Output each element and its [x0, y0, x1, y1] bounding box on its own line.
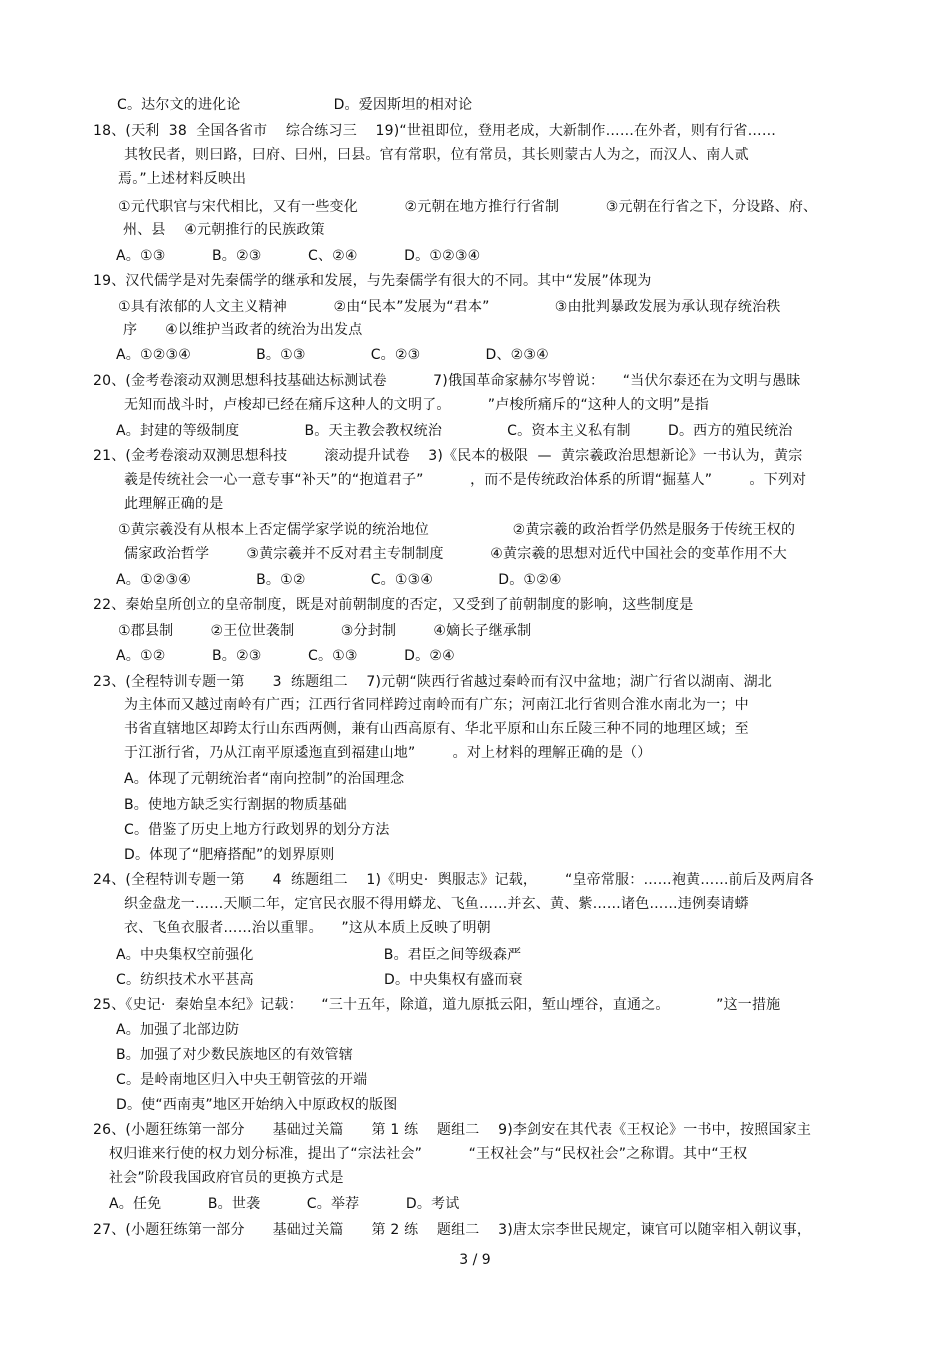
question-21-line-1: 21、(金考卷滚动双测思想科技 滚动提升试卷 3)《民本的极限 — 黄宗羲政治思想新论》一书认为，黄宗	[93, 448, 803, 464]
question-23-option-a: A。体现了元朝统治者“南向控制”的治国理念	[124, 771, 405, 787]
question-18-line-1: 18、(天利 38 全国各省市 综合练习三 19)“世祖即位，登用老成，大新制作……在外者，则有行省……	[93, 123, 777, 139]
question-18-line-2: 其牧民者，则曰路，曰府、曰州，曰县。官有常职，位有常员，其长则蒙古人为之，而汉人、南人贰	[124, 147, 749, 163]
question-21-items-2: 儒家政治哲学 ③黄宗羲并不反对君主专制制度 ④黄宗羲的思想对近代中国社会的变革作用不大	[124, 546, 788, 562]
question-23-line-4: 于江浙行省，乃从江南平原逶迤直到福建山地” 。对上材料的理解正确的是（）	[124, 745, 652, 761]
question-25-option-b: B。加强了对少数民族地区的有效管辖	[116, 1047, 354, 1063]
question-20-line-2: 无知而战斗时，卢梭却已经在痛斥这种人的文明了。 ”卢梭所痛斥的“这种人的文明”是指	[124, 397, 709, 413]
question-25-line-1: 25、《史记· 秦始皇本纪》记载： “三十五年，除道，道九原抵云阳，堑山堙谷，直通之。 ”这一措施	[93, 997, 781, 1013]
question-20-options: A。封建的等级制度 B。天主教会教权统治 C。资本主义私有制 D。西方的殖民统治	[116, 423, 793, 439]
question-23-line-2: 为主体而又越过南岭有广西；江西行省同样跨过南岭而有广东；河南江北行省则合淮水南北为一；中	[124, 697, 749, 713]
question-21-line-2: 羲是传统社会一心一意专事“补天”的“抱道君子” ，而不是传统政治体系的所谓“掘墓人” 。下列对	[124, 472, 807, 488]
question-24-line-2: 织金盘龙一……天顺二年，定官民衣服不得用蟒龙、飞鱼……并玄、黄、紫……诸色……违例奏请蟒	[124, 896, 749, 912]
question-23-option-d: D。体现了“肥瘠搭配”的划界原则	[124, 847, 335, 863]
option-line-17-cd: C。达尔文的进化论 D。爱因斯坦的相对论	[117, 97, 473, 113]
question-18-items-2: 州、县 ④元朝推行的民族政策	[123, 222, 325, 238]
question-18-line-3: 焉。”上述材料反映出	[118, 171, 247, 187]
question-26-line-1: 26、(小题狂练第一部分 基础过关篇 第 1 练 题组二 9)李剑安在其代表《王权论》一书中，按照国家主	[93, 1122, 812, 1138]
question-24-line-1: 24、(全程特训专题一第 4 练题组二 1)《明史· 舆服志》记载， “皇帝常服：……袍黄……前后及两肩各	[93, 872, 814, 888]
question-19-items-1: ①具有浓郁的人文主义精神 ②由“民本”发展为“君本” ③由批判暴政发展为承认现存统治秩	[118, 299, 781, 315]
question-27-line-1: 27、(小题狂练第一部分 基础过关篇 第 2 练 题组二 3)唐太宗李世民规定，谏官可以随宰相入朝议事，	[93, 1222, 812, 1238]
question-26-line-2: 权归谁来行使的权力划分标准，提出了“宗法社会” “王权社会”与“民权社会”之称谓。其中“王权	[109, 1146, 748, 1162]
question-21-items-1: ①黄宗羲没有从根本上否定儒学家学说的统治地位 ②黄宗羲的政治哲学仍然是服务于传统王权的	[118, 522, 796, 538]
question-19-line-1: 19、汉代儒学是对先秦儒学的继承和发展，与先秦儒学有很大的不同。其中“发展”体现为	[93, 273, 652, 289]
question-18-options: A。①③ B。②③ C、②④ D。①②③④	[116, 248, 481, 264]
question-19-items-2: 序 ④以维护当政者的统治为出发点	[123, 322, 363, 338]
question-21-line-3: 此理解正确的是	[124, 496, 224, 512]
question-25-option-a: A。加强了北部边防	[116, 1022, 240, 1038]
question-18-items-1: ①元代职官与宋代相比，又有一些变化 ②元朝在地方推行行省制 ③元朝在行省之下，分设路、府、	[118, 199, 818, 215]
page-number: 3 / 9	[459, 1252, 491, 1268]
question-25-option-c: C。是岭南地区归入中央王朝管弦的开端	[116, 1072, 368, 1088]
question-21-options: A。①②③④ B。①② C。①③④ D。①②④	[116, 572, 562, 588]
question-22-line-1: 22、秦始皇所创立的皇帝制度，既是对前朝制度的否定，又受到了前朝制度的影响，这些制度是	[93, 597, 694, 613]
question-19-options: A。①②③④ B。①③ C。②③ D、②③④	[116, 347, 549, 363]
question-25-option-d: D。使“西南夷”地区开始纳入中原政权的版图	[116, 1097, 398, 1113]
question-24-line-3: 衣、飞鱼衣服者……治以重罪。 ”这从本质上反映了明朝	[124, 920, 491, 936]
question-22-items: ①郡县制 ②王位世袭制 ③分封制 ④嫡长子继承制	[118, 623, 532, 639]
question-24-options-ab: A。中央集权空前强化 B。君臣之间等级森严	[116, 947, 522, 963]
question-24-options-cd: C。纺织技术水平甚高 D。中央集权有盛而衰	[116, 972, 523, 988]
question-20-line-1: 20、(金考卷滚动双测思想科技基础达标测试卷 7)俄国革命家赫尔岑曾说： “当伏尔泰还在为文明与愚昧	[93, 373, 801, 389]
question-23-option-b: B。使地方缺乏实行割据的物质基础	[124, 797, 347, 813]
question-26-line-3: 社会”阶段我国政府官员的更换方式是	[109, 1170, 344, 1186]
question-23-line-3: 书省直辖地区却跨太行山东西两侧，兼有山西高原有、华北平原和山东丘陵三种不同的地理区域；至	[124, 721, 749, 737]
question-23-option-c: C。借鉴了历史上地方行政划界的划分方法	[124, 822, 390, 838]
question-22-options: A。①② B。②③ C。①③ D。②④	[116, 648, 455, 664]
question-23-line-1: 23、(全程特训专题一第 3 练题组二 7)元朝“陕西行省越过秦岭而有汉中盆地；湖广行省以湖南、湖北	[93, 674, 773, 690]
question-26-options: A。任免 B。世袭 C。举荐 D。考试	[109, 1196, 460, 1212]
